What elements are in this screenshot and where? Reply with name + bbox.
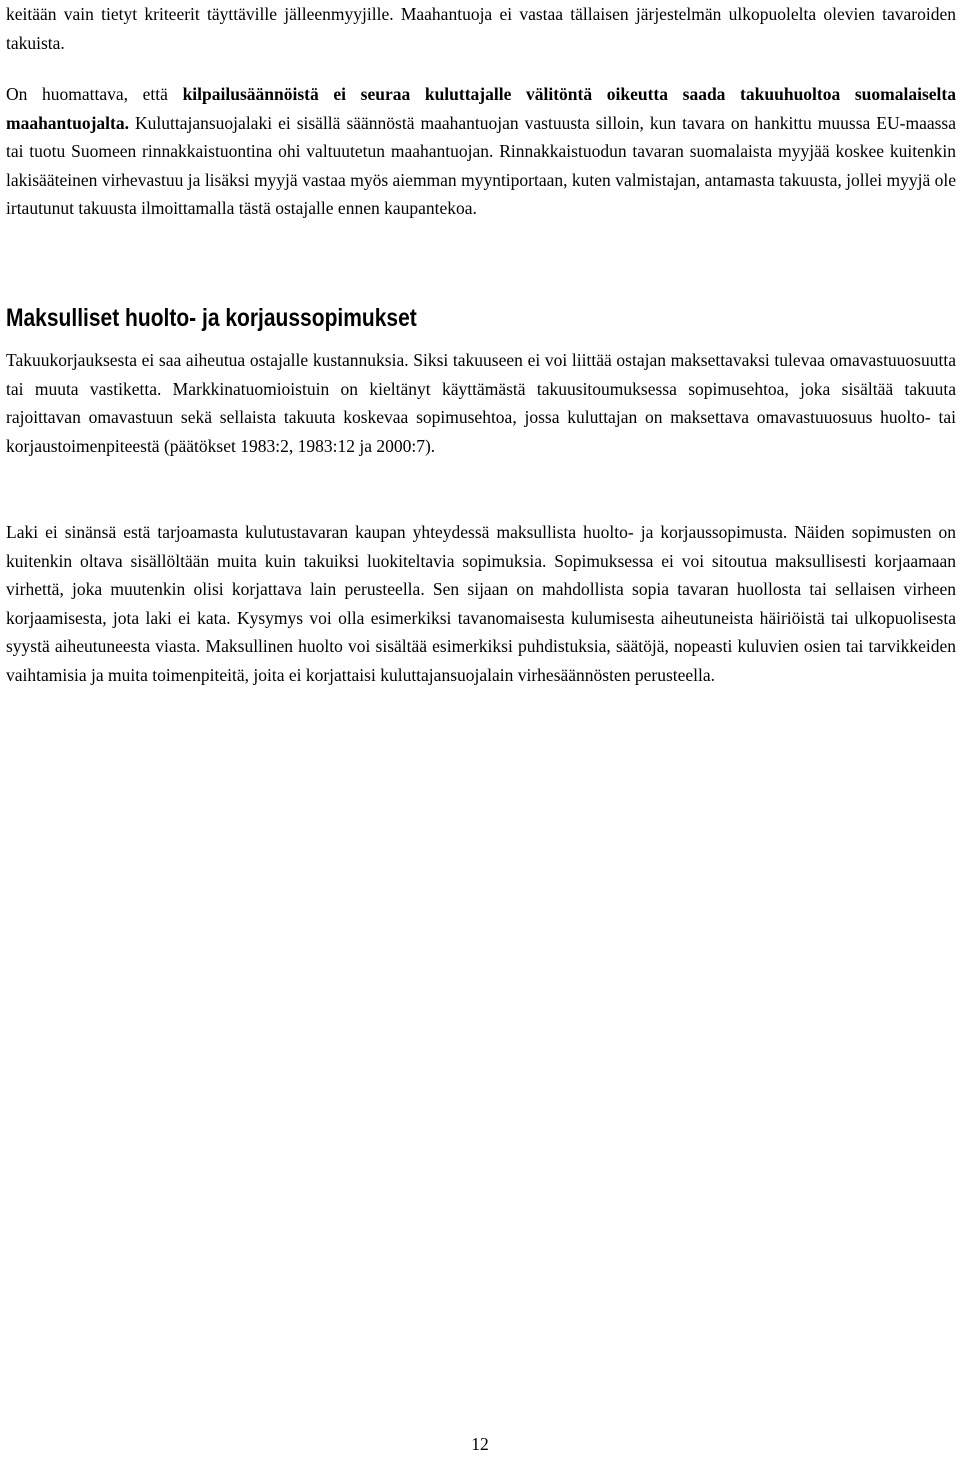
- paragraph-rest: Kuluttajansuojalaki ei sisällä säännöstä maahantuojan vastuusta silloin, kun tavara on hankittu muussa EU-maassa tai tuotu Suomeen rinnakkaistuontina ohi valtuutetun maahantuojan. Rinnakkaistuodun tavaran suomalaista myyjää koskee kuitenkin lakisääteinen virhevastuu ja lisäksi myyjä vastaa myös aiemman myyntiportaan, kuten valmistajan, antamasta takuusta, jollei myyjä ole irtautunut takuusta ilmoittamalla tästä ostajalle ennen kaupantekoa.: [6, 112, 956, 219]
- page-number: 12: [471, 1434, 489, 1454]
- section-heading: Maksulliset huolto- ja korjaussopimukset: [6, 304, 417, 332]
- paragraph-bold-emphasis: kilpailusäännöistä ei seuraa kuluttajalle välitöntä oikeutta saada takuuhuoltoa suomalaiselta maahantuojalta.: [6, 84, 956, 133]
- paragraph-lead: On huomattava, että: [6, 84, 183, 104]
- paragraph-importer-warranty: [6, 80, 956, 223]
- paragraph-intro: keitään vain tietyt kriteerit täyttäville jälleenmyyjille. Maahantuoja ei vastaa tällaisen järjestelmän ulkopuolelta olevien tavaroiden takuista.: [6, 4, 956, 53]
- paragraph-warranty-costs: Takuukorjauksesta ei saa aiheutua ostajalle kustannuksia. Siksi takuuseen ei voi liittää ostajan maksettavaksi tulevaa omavastuuosuutta tai muuta vastiketta. Markkinatuomioistuin on kieltänyt käyttämästä takuusitoumuksessa sopimusehtoa, joka sisältää takuuta rajoittavan omavastuun sekä sellaista takuuta koskevaa sopimusehtoa, jossa kuluttajan on maksettava omavastuuosuus huolto- tai korjaustoimenpiteestä (päätökset 1983:2, 1983:12 ja 2000:7).: [6, 350, 956, 456]
- paragraph-service-contracts: Laki ei sinänsä estä tarjoamasta kulutustavaran kaupan yhteydessä maksullista huolto- ja korjaussopimusta. Näiden sopimusten on kuitenkin oltava sisällöltään muita kuin takuiksi luokiteltavia sopimuksia. Sopimuksessa ei voi sitoutua maksullisesti korjaamaan virhettä, joka muutenkin olisi korjattava lain perusteella. Sen sijaan on mahdollista sopia tavaran huollosta tai sellaisen virheen korjaamisesta, jota laki ei kata. Kysymys voi olla esimerkiksi tavanomaisesta kulumisesta aiheutuneista häiriöistä tai ulkopuolisesta syystä aiheutuneesta viasta. Maksullinen huolto voi sisältää esimerkiksi puhdistuksia, säätöjä, nopeasti kuluvien osien tai tarvikkeiden vaihtamisia ja muita toimenpiteitä, joita ei korjattaisi kuluttajansuojalain virhesäännösten perusteella.: [6, 522, 956, 685]
